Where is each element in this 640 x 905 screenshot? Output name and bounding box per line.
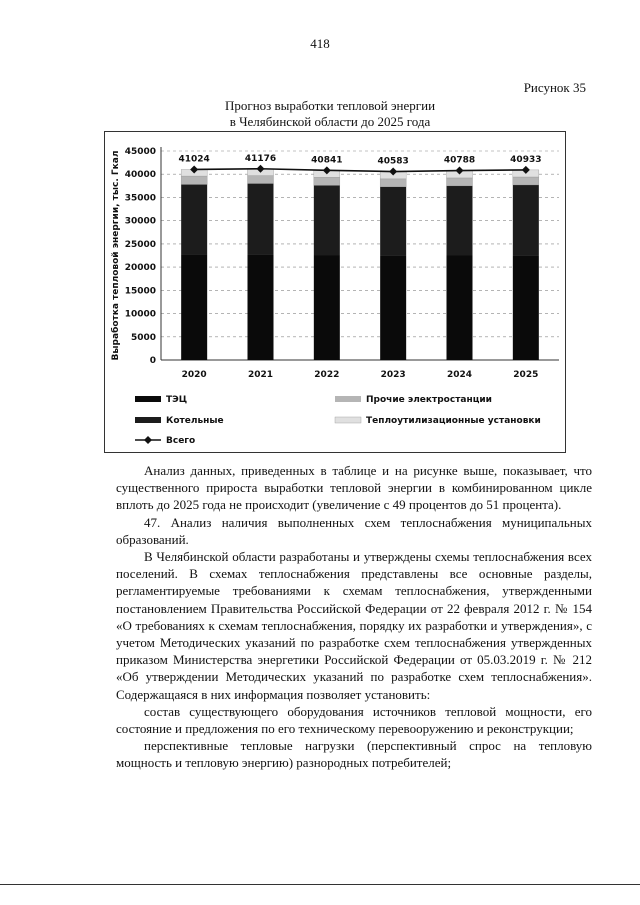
y-tick-label: 15000 <box>124 286 156 297</box>
paragraph: состав существующего оборудования источников тепловой мощности, его состояние и предложения по его техническому перевооружению и реконструкции; <box>116 703 592 737</box>
bar-segment <box>380 179 406 187</box>
bar-segment <box>248 184 274 255</box>
bar-segment <box>314 185 340 255</box>
bar-segment <box>314 177 340 185</box>
legend-label: Котельные <box>166 416 224 426</box>
legend-label: Прочие электростанции <box>366 395 492 405</box>
y-tick-label: 45000 <box>124 147 156 157</box>
total-data-label: 40583 <box>377 156 409 167</box>
body-text <box>116 462 592 772</box>
figure-title-line-2: в Челябинской области до 2025 года <box>229 114 431 129</box>
legend-swatch <box>135 417 161 423</box>
bar-segment <box>248 255 274 360</box>
bar-segment <box>181 254 207 360</box>
y-tick-label: 0 <box>149 356 156 366</box>
figure-title <box>150 98 510 130</box>
heat-production-chart <box>105 132 565 452</box>
legend-label: Всего <box>166 436 196 446</box>
bottom-rule <box>0 884 640 885</box>
y-tick-label: 30000 <box>124 216 156 227</box>
y-tick-label: 35000 <box>124 193 156 204</box>
y-axis-label: Выработка тепловой энергии, тыс. Гкал <box>111 150 121 361</box>
y-tick-label: 10000 <box>124 309 156 320</box>
bar-segment <box>447 256 473 361</box>
total-data-label: 41176 <box>244 153 277 164</box>
legend-label: ТЭЦ <box>166 395 188 405</box>
x-tick-label: 2025 <box>513 370 539 380</box>
bar-segment <box>513 256 539 360</box>
bar-segment <box>380 256 406 360</box>
y-tick-label: 40000 <box>124 170 156 181</box>
figure-label: Рисунок 35 <box>523 80 586 95</box>
x-tick-label: 2023 <box>380 370 406 380</box>
legend-swatch <box>135 396 161 402</box>
bar-segment <box>447 178 473 186</box>
legend-label: Теплоутилизационные установки <box>366 416 541 426</box>
page-number: 418 <box>310 36 330 51</box>
x-tick-label: 2022 <box>314 370 340 380</box>
bar-segment <box>314 255 340 360</box>
bar-segment <box>181 184 207 254</box>
bar-segment <box>513 177 539 185</box>
total-data-label: 40788 <box>443 155 476 166</box>
legend-swatch <box>335 417 361 423</box>
figure-title-line-1: Прогноз выработки тепловой энергии <box>224 98 436 113</box>
x-tick-label: 2020 <box>181 370 207 380</box>
bar-segment <box>181 176 207 184</box>
total-data-label: 41024 <box>178 154 210 165</box>
total-data-label: 40933 <box>510 154 542 165</box>
legend-swatch <box>335 396 361 402</box>
y-tick-label: 20000 <box>124 263 156 274</box>
bar-segment <box>248 176 274 184</box>
paragraph: Анализ данных, приведенных в таблице и на рисунке выше, показывает, что существенного прироста выработки тепловой энергии в комбинированном цикле вплоть до 2025 года не происходит (увеличение с 49 процентов до 51 процента). <box>116 463 592 513</box>
y-tick-label: 5000 <box>130 332 156 343</box>
paragraph: перспективные тепловые нагрузки (перспективный спрос на тепловую мощность и тепловую энергию) разнородных потребителей; <box>116 738 592 771</box>
legend-marker <box>144 436 152 444</box>
paragraph: В Челябинской области разработаны и утверждены схемы теплоснабжения всех поселений. В схемах теплоснабжения представлены все основные разделы, регламентируемые требованиями к схемам теплоснабжения, утвержденными постановлением Правительства Российской Федерации от 22 февраля 2012 г. № 154 «О требованиях к схемам теплоснабжения, порядку их разработки и утверждения», с учетом Методических указаний по разработке схем теплоснабжения утвержденных приказом Министерства энергетики Российской Федерации от 05.03.2019 г. № 212 «Об утверждении Методических указаний по разработке схем теплоснабжения». Содержащаяся в них информация позволяет установить: <box>116 549 592 702</box>
chart-frame <box>104 131 566 453</box>
total-data-label: 40841 <box>311 155 343 166</box>
bar-segment <box>447 186 473 256</box>
bar-segment <box>380 187 406 256</box>
x-tick-label: 2024 <box>446 370 473 380</box>
y-tick-label: 25000 <box>124 239 156 250</box>
bar-segment <box>513 185 539 256</box>
total-line <box>194 169 526 172</box>
paragraph: 47. Анализ наличия выполненных схем теплоснабжения муниципальных образований. <box>116 514 592 547</box>
x-tick-label: 2021 <box>247 370 274 380</box>
